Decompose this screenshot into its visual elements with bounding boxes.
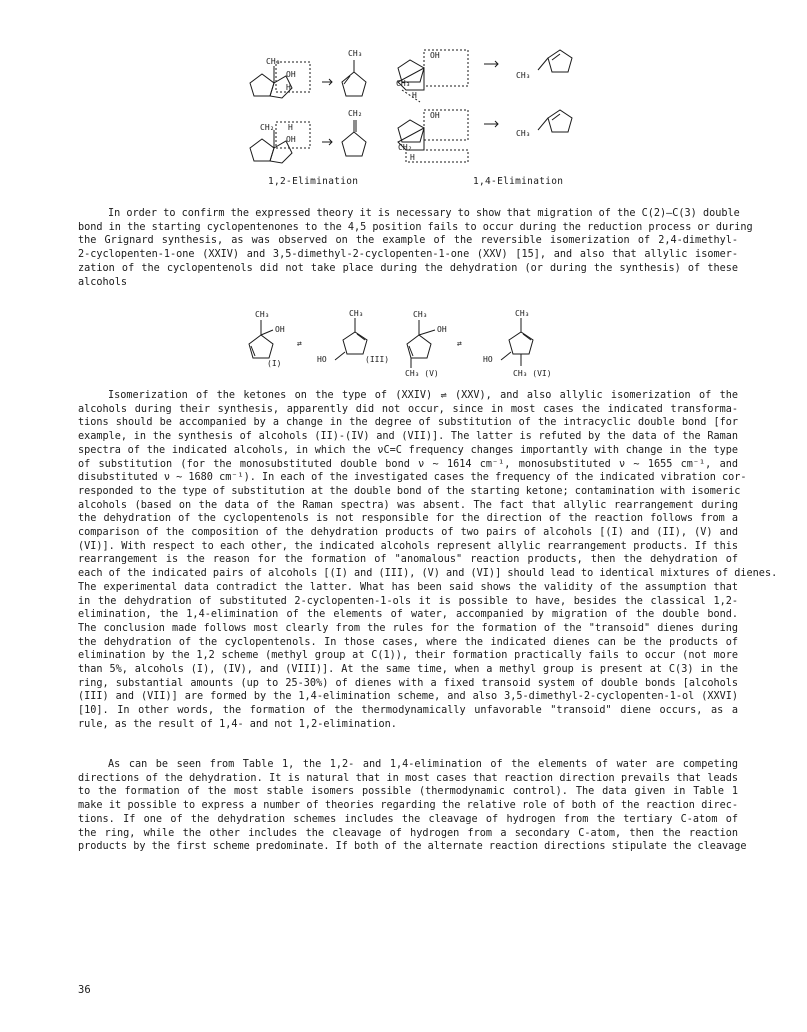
paragraph-2-line: Isomerization of the ketones on the type of (XXIV) ⇌ (XXV), and also allylic isomerization of the: [108, 390, 738, 401]
paragraph-2-line: The experimental data contradict the latter. What has been said shows the validity of the assumption that: [78, 581, 738, 593]
paragraph-2-line: rule, as the result of 1,4- and not 1,2-elimination.: [78, 718, 397, 730]
svg-text:CH₃ (VI): CH₃ (VI): [513, 369, 552, 378]
paragraph-1-line: alcohols: [78, 276, 128, 288]
paragraph-2-line: comparison of the composition of the dehydration products of two pairs of alcohols [(I) and (II), (V) and: [78, 527, 738, 539]
paragraph-2-line: alcohols during their synthesis, apparently did not occur, since in most cases the indicated transforma-: [78, 403, 738, 415]
paragraph-2-line: elimination, the 1,4-elimination of the elements of water, accompanied by migration of the double bond.: [78, 609, 738, 621]
svg-text:(III): (III): [365, 355, 390, 364]
svg-text:HO: HO: [317, 355, 327, 364]
paragraph-1-line: zation of the cyclopentenols did not take place during the dehydration (or during the synthesis) of these: [78, 262, 738, 274]
page-number: 36: [78, 984, 91, 996]
svg-text:CH₃: CH₃: [516, 129, 531, 138]
paragraph-2-line: of substitution (for the monosubstituted double bond ν ~ 1614 cm⁻¹, monosubstituted ν ~ 1655 cm⁻¹, and: [78, 458, 738, 470]
elimination-scheme-drawing: [230, 38, 590, 186]
svg-text:H: H: [288, 123, 293, 132]
svg-text:CH₃: CH₃: [396, 79, 411, 88]
svg-text:H: H: [410, 153, 415, 162]
alcohol-pairs-scheme: [245, 308, 575, 378]
svg-text:CH₃: CH₃: [348, 49, 363, 58]
svg-text:H: H: [286, 83, 291, 92]
svg-text:OH: OH: [286, 135, 296, 144]
svg-text:OH: OH: [286, 70, 296, 79]
svg-text:OH: OH: [437, 325, 447, 334]
svg-text:CH₃: CH₃: [515, 309, 530, 318]
paragraph-3-line: the ring, while the other includes the cleavage of hydrogen from a secondary C-atom, then the reaction: [78, 827, 738, 839]
svg-text:OH: OH: [430, 111, 440, 120]
paragraph-3-line: to the formation of the most stable isomers possible (thermodynamic control). The data given in Table 1: [78, 786, 738, 798]
paragraph-1-line: In order to confirm the expressed theory it is necessary to show that migration of the C(2)–C(3) double: [108, 208, 740, 219]
svg-text:CH₃: CH₃: [266, 57, 281, 66]
paragraph-1-line: bond in the starting cyclopentenones to the 4,5 position fails to occur during the reduction process or during: [78, 221, 753, 233]
caption-14-elimination: 1,4-Elimination: [473, 176, 564, 187]
svg-text:⇄: ⇄: [297, 339, 302, 348]
svg-text:⇄: ⇄: [457, 339, 462, 348]
svg-text:(I): (I): [267, 359, 282, 368]
paragraph-1: [78, 207, 753, 289]
paragraph-2-line: disubstituted ν ~ 1680 cm⁻¹). In each of the investigated cases the frequency of the indicated vibration cor-: [78, 472, 747, 484]
paragraph-2-line: alcohols (based on the data of the Raman spectra) was absent. The fact that allylic rearrangement during: [78, 499, 738, 511]
paragraph-2-line: elimination by the 1,2 scheme (methyl group at C(1)), their formation practically fails to occur (not more: [78, 650, 738, 662]
svg-text:CH₂: CH₂: [398, 143, 413, 152]
svg-text:CH₂: CH₂: [348, 109, 363, 118]
paragraph-1-line: 2-cyclopenten-1-one (XXIV) and 3,5-dimethyl-2-cyclopenten-1-one (XXV) [15], and also that allylic isomer-: [78, 249, 738, 261]
paragraph-2-line: (III) and (VII)] are formed by the 1,4-elimination scheme, and also 3,5-dimethyl-2-cyclopenten-1-ol (XXVI): [78, 691, 738, 703]
svg-text:CH₃: CH₃: [349, 309, 364, 318]
paragraph-2-line: spectra of the indicated alcohols, in which the νC=C frequency changes importantly with change in the type: [78, 444, 738, 456]
paragraph-3-line: directions of the dehydration. It is natural that in most cases that reaction direction prevails that leads: [78, 772, 738, 784]
alcohol-pairs-drawing: [245, 308, 575, 378]
paragraph-3-line: As can be seen from Table 1, the 1,2- and 1,4-elimination of the elements of water are competing: [108, 759, 738, 770]
svg-text:H: H: [412, 91, 417, 100]
svg-text:OH: OH: [430, 51, 440, 60]
svg-text:CH₃: CH₃: [255, 310, 270, 319]
svg-text:CH₃: CH₃: [516, 71, 531, 80]
paragraph-2-line: tions should be accompanied by a change in the degree of substitution of the intracyclic double bond [for: [78, 417, 738, 429]
paragraph-2-line: the dehydration of the cyclopentenols. In those cases, where the indicated dienes can be the products of: [78, 636, 738, 648]
paragraph-3-line: make it possible to express a number of theories regarding the relative role of both of the reaction direc-: [78, 800, 738, 812]
svg-text:CH₃ (V): CH₃ (V): [405, 369, 439, 378]
paragraph-2-line: ring, substantial amounts (up to 25-30%) of dienes with a fixed transoid system of double bonds [alcohols: [78, 677, 738, 689]
paragraph-1-line: the Grignard synthesis, as was observed on the example of the reversible isomerization of 2,4-dimethyl-: [78, 235, 738, 247]
paragraph-2-line: than 5%, alcohols (I), (IV), and (VIII)]. At the same time, when a methyl group is present at C(3) in the: [78, 664, 738, 676]
paragraph-2: [78, 389, 778, 732]
svg-text:OH: OH: [275, 325, 285, 334]
elimination-scheme: [230, 38, 590, 186]
paragraph-2-line: rearrangement is the reason for the formation of "anomalous" reaction products, then the dehydration of: [78, 554, 738, 566]
paragraph-2-line: The conclusion made follows most clearly from the rules for the formation of the "transoid" dienes during: [78, 622, 738, 634]
paragraph-2-line: in the dehydration of substituted 2-cyclopenten-1-ols it is possible to have, besides the classical 1,2-: [78, 595, 738, 607]
svg-text:HO: HO: [483, 355, 493, 364]
paragraph-3-line: products by the first scheme predominate. If both of the alternate reaction directions stipulate the cleavage: [78, 841, 747, 853]
caption-12-elimination: 1,2-Elimination: [268, 176, 359, 187]
paragraph-3-line: tions. If one of the dehydration schemes includes the cleavage of hydrogen from the tertiary C-atom of: [78, 813, 738, 825]
paragraph-2-line: responded to the type of substitution at the double bond of the starting ketone; contamination with isomeric: [78, 485, 741, 497]
svg-text:CH₃: CH₃: [413, 310, 428, 319]
paragraph-3: [78, 758, 747, 854]
svg-text:CH₂: CH₂: [260, 123, 275, 132]
paragraph-2-line: example, in the synthesis of alcohols (II)-(IV) and (VII)]. The latter is refuted by the data of the Raman: [78, 431, 738, 443]
paragraph-2-line: (VI)]. With respect to each other, the indicated alcohols represent allylic rearrangement products. If this: [78, 540, 738, 552]
paragraph-2-line: each of the indicated pairs of alcohols [(I) and (III), (V) and (VI)] should lead to identical mixtures of dienes.: [78, 568, 778, 580]
paragraph-2-line: [10]. In other words, the formation of the thermodynamically unfavorable "transoid" diene occurs, as a: [78, 705, 738, 717]
paragraph-2-line: the dehydration of the cyclopentenols is not responsible for the direction of the reaction follows from a: [78, 513, 738, 525]
